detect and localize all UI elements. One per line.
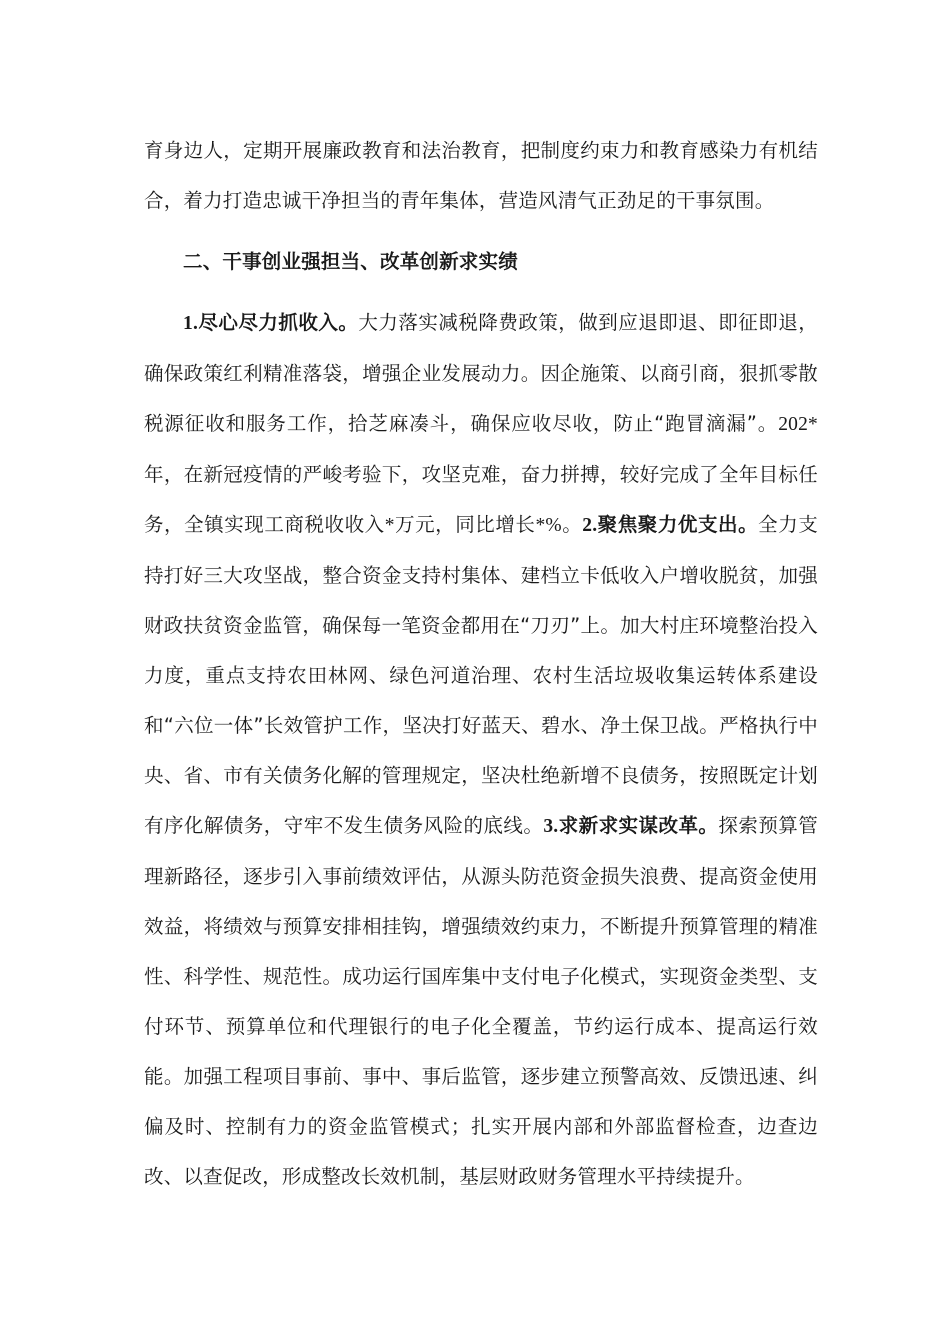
item-1-title: 尽心尽力抓收入。 [198, 311, 359, 334]
section-heading: 二、干事创业强担当、改革创新求实绩 [183, 250, 518, 273]
item-2-text: 全力支持打好三大攻坚战，整合资金支持村集体、建档立卡低收入户增收脱贫，加强财政扶贫资金监管，确保每一笔资金都用在“刀刃”上。加大村庄环境整治投入力度，重点支持农田林网、绿色河道治理、农村生活垃圾收集运转体系建设和“六位一体”长效管护工作，坚决打好蓝天、碧水、净土保卫战。严格执行中央、省、市有关债务化解的管理规定，坚决杜绝新增不良债务，按照既定计划有序化解债务，守牢不发生债务风险的底线。 [144, 513, 818, 837]
item-3-text: 探索预算管理新路径，逐步引入事前绩效评估，从源头防范资金损失浪费、提高资金使用效益，将绩效与预算安排相挂钩，增强绩效约束力，不断提升预算管理的精准性、科学性、规范性。成功运行国库集中支付电子化模式，实现资金类型、支付环节、预算单位和代理银行的电子化全覆盖，节约运行成本、提高运行效能。加强工程项目事前、事中、事后监管，逐步建立预警高效、反馈迅速、纠偏及时、控制有力的资金监管模式；扎实开展内部和外部监督检查，边查边改、以查促改，形成整改长效机制，基层财政财务管理水平持续提升。 [144, 814, 818, 1188]
intro-paragraph: 育身边人，定期开展廉政教育和法治教育，把制度约束力和教育感染力有机结合，着力打造忠诚干净担当的青年集体，营造风清气正劲足的干事氛围。 [144, 139, 818, 212]
item-1-text-a: 大力落实减税降费政策，做到应退即退、即征即退，确保政策红利精准落袋，增强企业发展动力。因企施策、以商引商，狠抓零散税源征收和服务工作，拾芝麻凑斗，确保应收尽收，防止“跑冒滴漏”。 [144, 311, 818, 435]
item-1-year: 202* [778, 414, 818, 435]
item-1-amount: * [384, 515, 395, 536]
item-2-number: 2. [582, 515, 598, 536]
item-1-text-c: 万元，同比增长 [394, 513, 536, 536]
item-2-title: 聚焦聚力优支出。 [597, 513, 759, 536]
item-1-end: 。 [561, 513, 583, 536]
document-content [144, 126, 818, 1202]
item-1-number: 1. [183, 313, 199, 334]
item-3-title: 求新求实谋改革。 [558, 814, 719, 837]
item-1-rate: *% [535, 515, 562, 536]
body-paragraph [144, 298, 818, 1202]
item-3-number: 3. [543, 816, 559, 837]
item-1-text-b: 年，在新冠疫情的严峻考验下，攻坚克难，奋力拼搏，较好完成了全年目标任务，全镇实现工商税收收入 [144, 463, 818, 536]
